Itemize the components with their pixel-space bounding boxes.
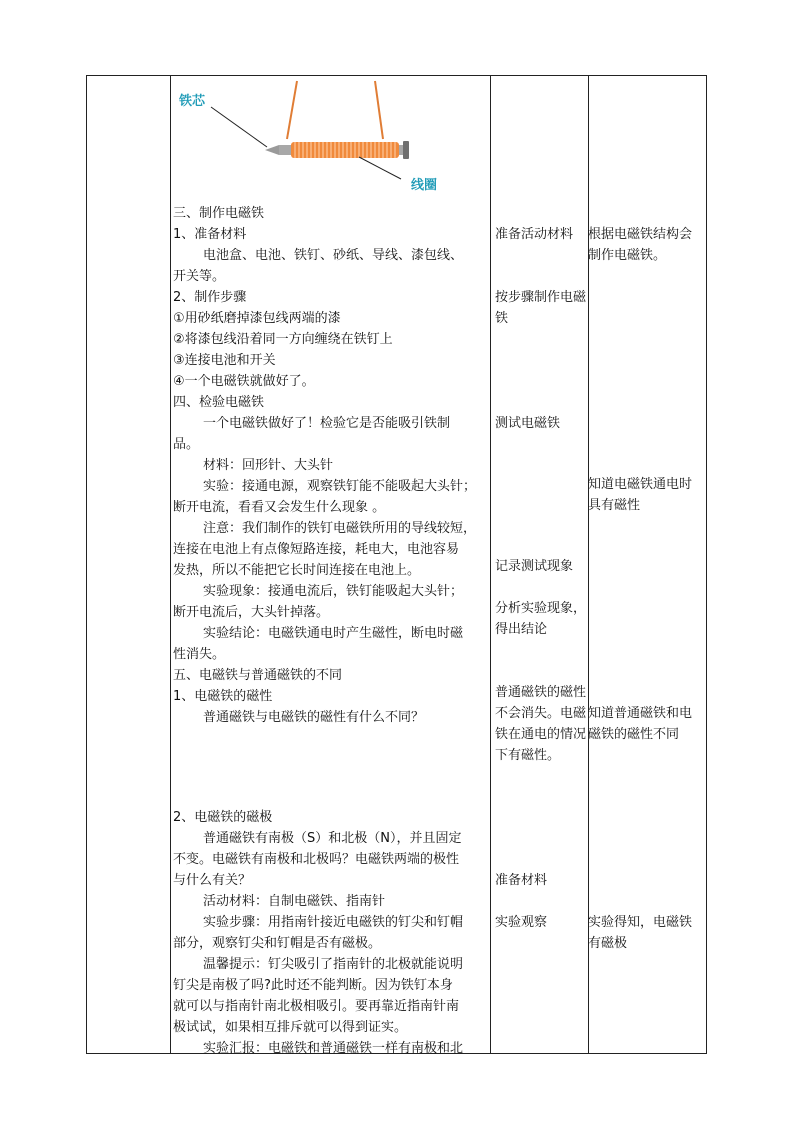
- text-line: 普通磁铁与电磁铁的磁性有什么不同？: [203, 710, 425, 725]
- text-line: 断开电流，看看又会发生什么现象 。: [173, 500, 386, 515]
- text-line: 发热，所以不能把它长时间连接在电池上。: [173, 563, 421, 578]
- step-item: ②将漆包线沿着同一方向缠绕在铁钉上: [173, 332, 393, 347]
- text-line: 连接在电池上有点像短路连接，耗电大，电池容易: [173, 542, 460, 557]
- text-line: 材料：回形针、大头针: [203, 458, 334, 473]
- text-line: 实验步骤：用指南针接近电磁铁的钉尖和钉帽: [203, 915, 464, 930]
- step-item: ①用砂纸磨掉漆包线两端的漆: [173, 311, 341, 326]
- student-activity: 按步骤制作电磁铁: [495, 290, 587, 326]
- subheading: 1、电磁铁的磁性: [173, 689, 273, 704]
- student-activity: 分析实验现象，得出结论: [495, 601, 587, 637]
- section-heading: 三、制作电磁铁: [173, 206, 265, 221]
- text-line: 性消失。: [173, 647, 226, 662]
- text-line: 实验结论：电磁铁通电时产生磁性，断电时磁: [203, 626, 464, 641]
- text-line: 部分，观察钉尖和钉帽是否有磁极。: [173, 936, 382, 951]
- student-activity: 实验观察: [495, 915, 548, 930]
- subheading: 1、准备材料: [173, 227, 247, 242]
- design-intent: 知道电磁铁通电时具有磁性: [588, 477, 693, 513]
- text-line: 开关等。: [173, 269, 226, 284]
- text-line: 电池盒、电池、铁钉、砂纸、导线、漆包线、: [203, 248, 464, 263]
- hanging-string-right: [375, 81, 383, 139]
- lesson-table: [86, 75, 707, 1054]
- student-activity: 普通磁铁的磁性不会消失。电磁铁在通电的情况下有磁性。: [495, 685, 587, 763]
- nail-head: [403, 141, 409, 159]
- section-heading: 四、检验电磁铁: [173, 395, 265, 410]
- text-line: 一个电磁铁做好了！检验它是否能吸引铁制: [203, 416, 451, 431]
- text-line: 钉尖是南极了吗?此时还不能判断。因为铁钉本身: [173, 978, 453, 993]
- text-line: 品。: [173, 437, 200, 452]
- text-line: 实验汇报：电磁铁和普通磁铁一样有南极和北: [203, 1041, 464, 1056]
- design-intent: 根据电磁铁结构会制作电磁铁。: [588, 227, 693, 263]
- section-heading: 五、电磁铁与普通磁铁的不同: [173, 668, 343, 683]
- text-line: 普通磁铁有南极（S）和北极（N），并且固定: [203, 831, 462, 846]
- text-line: 实验：接通电源，观察铁钉能不能吸起大头针；: [203, 479, 477, 494]
- column-divider: [588, 76, 589, 1053]
- coil-pointer: [359, 157, 401, 179]
- text-line: 不变。电磁铁有南极和北极吗？电磁铁两端的极性: [173, 852, 460, 867]
- student-activity: 记录测试现象: [495, 559, 574, 574]
- iron-core-label: 铁芯: [179, 94, 206, 109]
- text-line: 就可以与指南针南北极相吸引。要再靠近指南针南: [173, 999, 460, 1014]
- step-item: ④一个电磁铁就做好了。: [173, 374, 315, 389]
- text-line: 活动材料：自制电磁铁、指南针: [203, 894, 386, 909]
- subheading: 2、制作步骤: [173, 290, 247, 305]
- hanging-string-left: [287, 81, 297, 139]
- student-activity: 准备材料: [495, 873, 548, 888]
- student-activity: 测试电磁铁: [495, 416, 561, 431]
- coil-label: 线圈: [411, 178, 438, 193]
- text-line: 与什么有关？: [173, 873, 252, 888]
- text-line: 实验现象：接通电流后，铁钉能吸起大头针；: [203, 584, 464, 599]
- design-intent: 知道普通磁铁和电磁铁的磁性不同: [588, 706, 693, 742]
- design-intent: 实验得知，电磁铁有磁极: [588, 915, 693, 951]
- step-item: ③连接电池和开关: [173, 353, 276, 368]
- text-line: 温馨提示：钉尖吸引了指南针的北极就能说明: [203, 957, 464, 972]
- coil: [291, 142, 399, 158]
- column-divider: [170, 76, 171, 1053]
- text-line: 断开电流后，大头针掉落。: [173, 605, 330, 620]
- electromagnet-figure: [179, 79, 479, 197]
- student-activity: 准备活动材料: [495, 227, 574, 242]
- text-line: 极试试，如果相互排斥就可以得到证实。: [173, 1020, 408, 1035]
- iron-core-pointer: [211, 107, 267, 147]
- text-line: 注意：我们制作的铁钉电磁铁所用的导线较短，: [203, 521, 477, 536]
- subheading: 2、电磁铁的磁极: [173, 810, 273, 825]
